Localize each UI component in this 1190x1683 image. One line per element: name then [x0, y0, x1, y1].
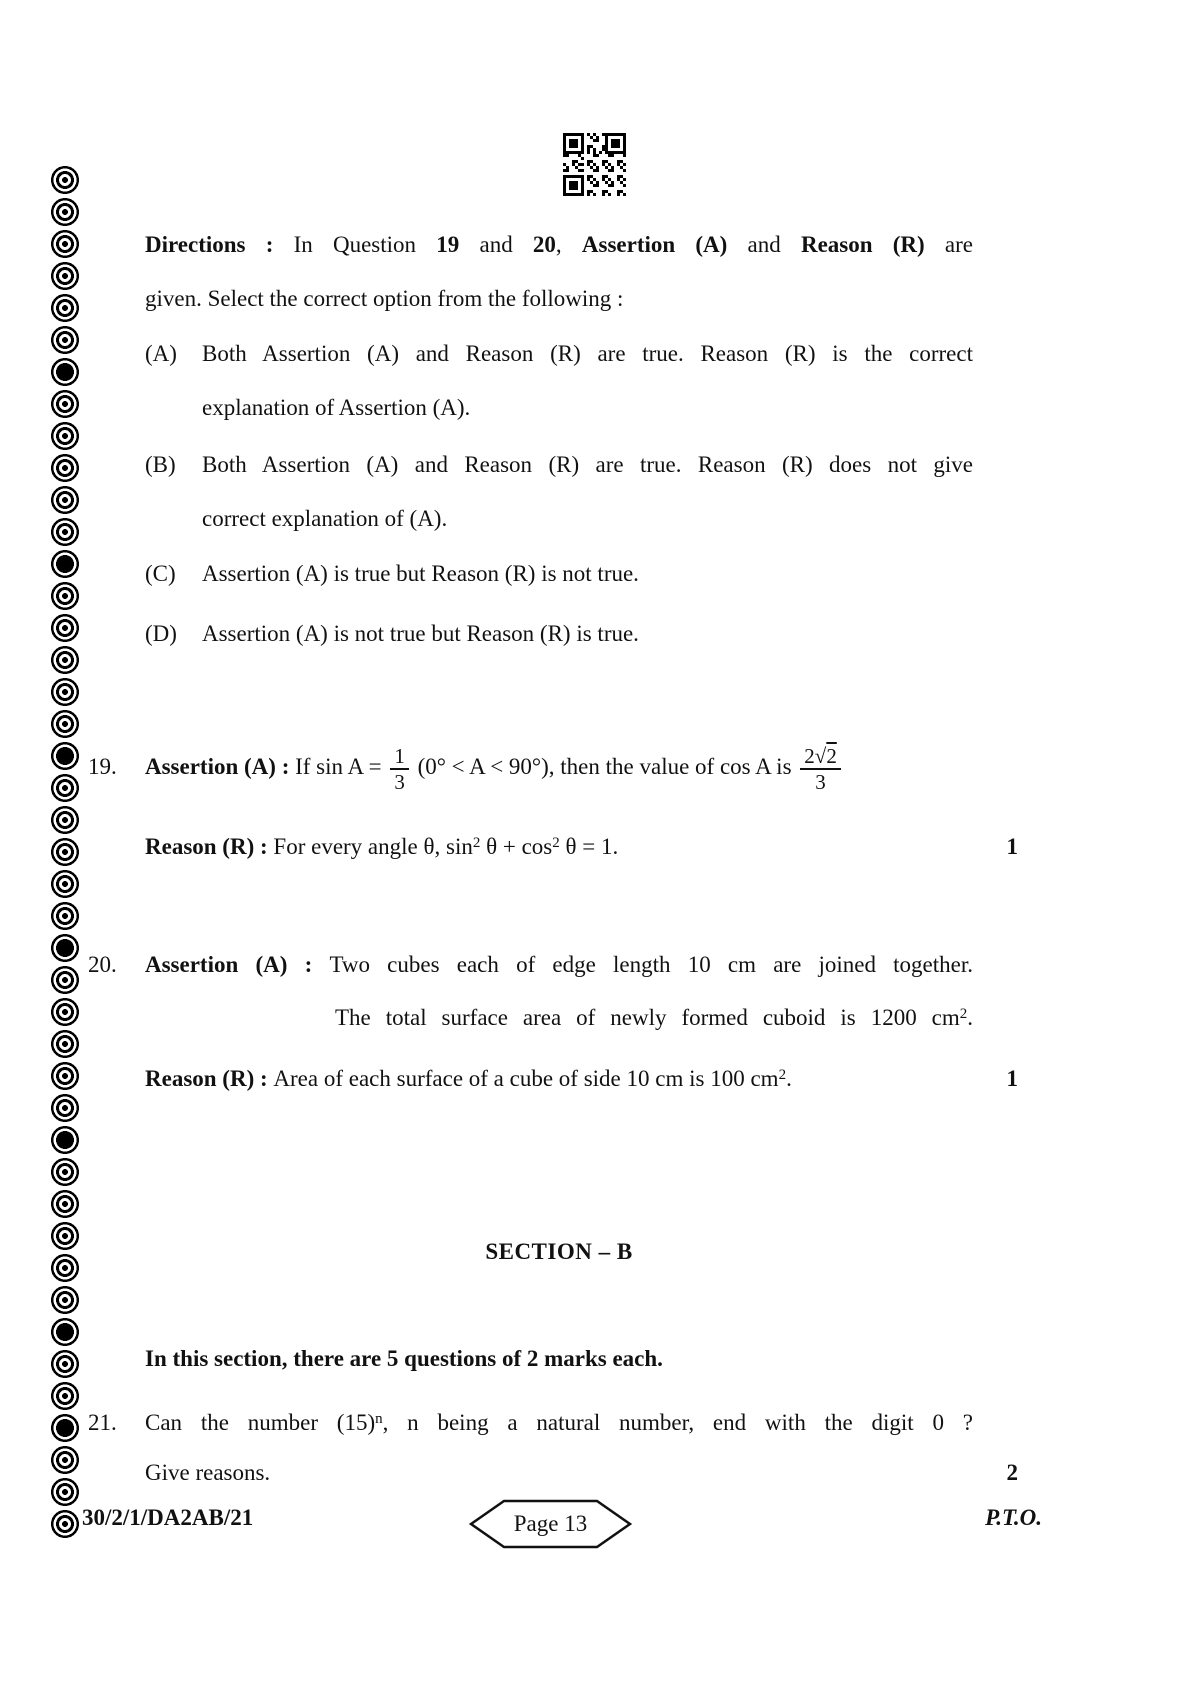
option-c [145, 547, 973, 601]
binding-ring-solid [50, 741, 80, 771]
option-d-line-1: Assertion (A) is not true but Reason (R) is true. [202, 621, 639, 646]
binding-ring [50, 869, 80, 899]
binding-ring [50, 997, 80, 1027]
binding-ring [50, 805, 80, 835]
binding-ring [50, 645, 80, 675]
binding-ring-solid [50, 357, 80, 387]
binding-decoration [50, 165, 80, 1539]
option-b [145, 438, 973, 546]
section-b-intro: In this section, there are 5 questions of 2 marks each. [145, 1346, 663, 1371]
binding-ring [50, 1477, 80, 1507]
binding-ring [50, 197, 80, 227]
directions-paragraph [145, 218, 973, 326]
paper-code: 30/2/1/DA2AB/21 [82, 1505, 254, 1530]
binding-ring [50, 293, 80, 323]
option-a [145, 327, 973, 435]
binding-ring [50, 1157, 80, 1187]
directions-line-2: given. Select the correct option from the following : [145, 286, 624, 311]
option-b-line-1: Both Assertion (A) and Reason (R) are true. Reason (R) does not give [202, 452, 973, 477]
section-b-title: SECTION – B [485, 1239, 633, 1264]
binding-ring [50, 389, 80, 419]
binding-ring [50, 709, 80, 739]
option-a-line-2: explanation of Assertion (A). [202, 395, 471, 420]
binding-ring-solid [50, 1125, 80, 1155]
fraction-one-third: $\frac{1}{3}$ [390, 744, 409, 794]
assertion-label: Assertion (A) : [145, 754, 296, 779]
binding-ring-solid [50, 549, 80, 579]
binding-ring [50, 229, 80, 259]
question-21-line-1: 21. Can the number $(15)^n$, n being a natural number, end with the digit 0 ? [145, 1396, 973, 1450]
question-19-marks: 1 [1006, 834, 1018, 859]
binding-ring [50, 485, 80, 515]
fraction-two-root-two-thirds: $\frac{2√2}{3}$ [800, 744, 841, 794]
option-c-label: (C) [145, 561, 176, 586]
binding-ring [50, 421, 80, 451]
question-20-marks: 1 [1006, 1066, 1018, 1091]
option-d [145, 607, 973, 661]
binding-ring [50, 1253, 80, 1283]
directions-label: Directions : [145, 232, 294, 257]
question-19-reason: Reason (R) : For every angle θ, $\sin^2 \theta + \cos^2 \theta = 1$. [145, 834, 619, 859]
option-a-label: (A) [145, 341, 177, 366]
option-c-line-1: Assertion (A) is true but Reason (R) is not true. [202, 561, 639, 586]
reason-label: Reason (R) : [145, 834, 274, 859]
page-number-label: Page 13 [513, 1511, 588, 1536]
binding-ring [50, 261, 80, 291]
question-20-assertion-line-2: The total surface area of newly formed cuboid is 1200 $cm^2$. [335, 1005, 973, 1030]
binding-ring-solid [50, 1413, 80, 1443]
pto-label: P.T.O. [985, 1505, 1042, 1530]
binding-ring [50, 1061, 80, 1091]
binding-ring-solid [50, 933, 80, 963]
binding-ring [50, 901, 80, 931]
qr-code [563, 133, 626, 196]
option-d-label: (D) [145, 621, 177, 646]
binding-ring [50, 1189, 80, 1219]
question-21-line-2: Give reasons. [145, 1460, 271, 1485]
binding-ring [50, 1093, 80, 1123]
binding-ring [50, 1509, 80, 1539]
question-19-assertion: 19. Assertion (A) : If sin A = $\frac{1}{3}$ (0° < A < 90°), then the value of cos A is $\frac{2√2}{3}$ [145, 740, 985, 794]
binding-ring [50, 325, 80, 355]
binding-ring [50, 1381, 80, 1411]
question-19-number: 19. [88, 754, 117, 779]
binding-ring [50, 165, 80, 195]
binding-ring [50, 453, 80, 483]
binding-ring [50, 613, 80, 643]
option-b-label: (B) [145, 452, 176, 477]
binding-ring [50, 677, 80, 707]
binding-ring [50, 581, 80, 611]
binding-ring [50, 1029, 80, 1059]
option-b-line-2: correct explanation of (A). [202, 506, 448, 531]
question-21-marks: 2 [1006, 1460, 1018, 1485]
question-20-assertion-line-1: 20. Assertion (A) : Two cubes each of edge length 10 cm are joined together. [145, 938, 973, 992]
reason-label: Reason (R) : [145, 1066, 274, 1091]
question-21-number: 21. [88, 1410, 117, 1435]
binding-ring [50, 773, 80, 803]
assertion-label: Assertion (A) : [145, 952, 330, 977]
binding-ring [50, 1349, 80, 1379]
binding-ring-solid [50, 1317, 80, 1347]
directions-line-1: Directions : In Question 19 and 20, Assertion (A) and Reason (R) are [145, 232, 973, 257]
binding-ring [50, 517, 80, 547]
binding-ring [50, 837, 80, 867]
binding-ring [50, 1445, 80, 1475]
question-20-reason: Reason (R) : Area of each surface of a cube of side 10 cm is 100 $cm^2$. [145, 1066, 792, 1091]
question-20-number: 20. [88, 952, 117, 977]
qr-code-image [563, 133, 626, 196]
binding-ring [50, 965, 80, 995]
binding-ring [50, 1221, 80, 1251]
binding-ring [50, 1285, 80, 1315]
option-a-line-1: Both Assertion (A) and Reason (R) are true. Reason (R) is the correct [202, 341, 973, 366]
page-number-badge [468, 1498, 633, 1550]
